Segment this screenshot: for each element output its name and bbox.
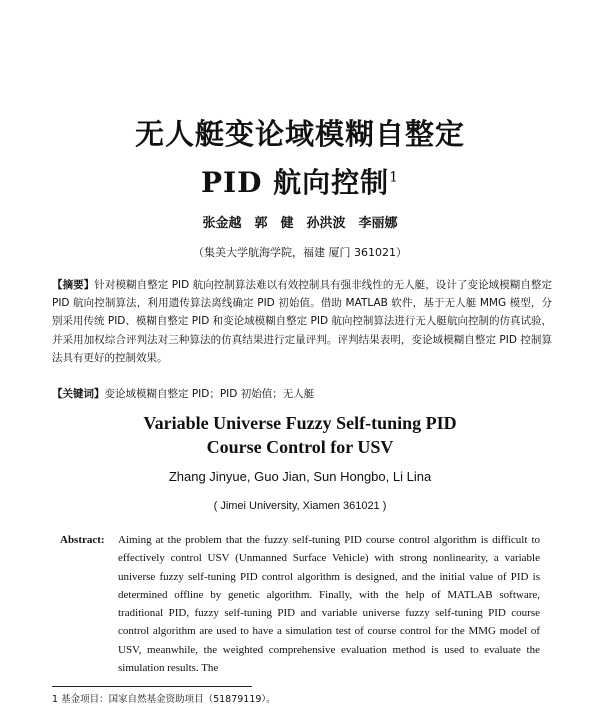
english-affiliation: ( Jimei University, Xiamen 361021 ) bbox=[213, 500, 387, 512]
footnote-divider bbox=[52, 686, 252, 687]
chinese-title-line-2 bbox=[0, 161, 600, 201]
english-abstract bbox=[60, 531, 540, 677]
english-abstract-text: Aiming at the problem that the fuzzy self-tuning PID course control algorithm is difficult to effectively control USV (Unmanned Surface Vehicle) with strong nonlinearity, a variable universe fuzzy self-tuning PID control algorithm is designed, and the initial value of PID is determined offline by genetic algorithm. Finally, with the help of MATLAB software, traditional PID, fuzzy self-tuning PID and variable universe fuzzy self-tuning PID course control algorithm are used to have a simulation test of course control for the MMG model of USV, meanwhile, the weighted comprehensive evaluation method is used to evaluate the simulation results. The bbox=[118, 534, 540, 675]
funding-footnote: 1 基金项目：国家自然基金资助项目（51879119）。 bbox=[52, 694, 276, 705]
chinese-title-line-1: 无人艇变论域模糊自整定 bbox=[134, 117, 465, 151]
english-authors: Zhang Jinyue, Guo Jian, Sun Hongbo, Li Lina bbox=[168, 469, 432, 484]
english-abstract-label: Abstract: bbox=[60, 534, 105, 546]
english-title-line-1: Variable Universe Fuzzy Self-tuning PID bbox=[143, 413, 457, 433]
chinese-keywords-text: 变论域模糊自整定 PID；PID 初始值；无人艇 bbox=[104, 388, 315, 400]
chinese-keywords-label: 【关键词】 bbox=[52, 388, 105, 400]
chinese-affiliation: （集美大学航海学院，福建 厦门 361021） bbox=[193, 246, 407, 259]
chinese-abstract bbox=[52, 276, 552, 367]
chinese-title-line-2-text: PID 航向控制 bbox=[200, 166, 390, 199]
chinese-abstract-text: 针对模糊自整定 PID 航向控制算法难以有效控制具有强非线性的无人艇，设计了变论域模糊自整定 PID 航向控制算法，利用遗传算法离线确定 PID 初始值。借助 MATLAB 软件，基于无人艇 MMG 模型，分别采用传统 PID、模糊自整定 PID 和变论域模糊自整定 PID 航向控制算法进行无人艇航向控制的仿真试验，并采用加权综合评判法对三种算法的仿真结果进行定量评判。评判结果表明，变论域模糊自整定 PID 控制算法具有更好的控制效果。 bbox=[52, 279, 553, 364]
english-title-line-2: Course Control for USV bbox=[206, 437, 394, 457]
chinese-keywords bbox=[52, 385, 552, 403]
chinese-abstract-label: 【摘要】 bbox=[52, 279, 95, 291]
chinese-authors: 张金越 郭 健 孙洪波 李丽娜 bbox=[202, 216, 398, 231]
title-footnote-mark: 1 bbox=[389, 169, 400, 186]
